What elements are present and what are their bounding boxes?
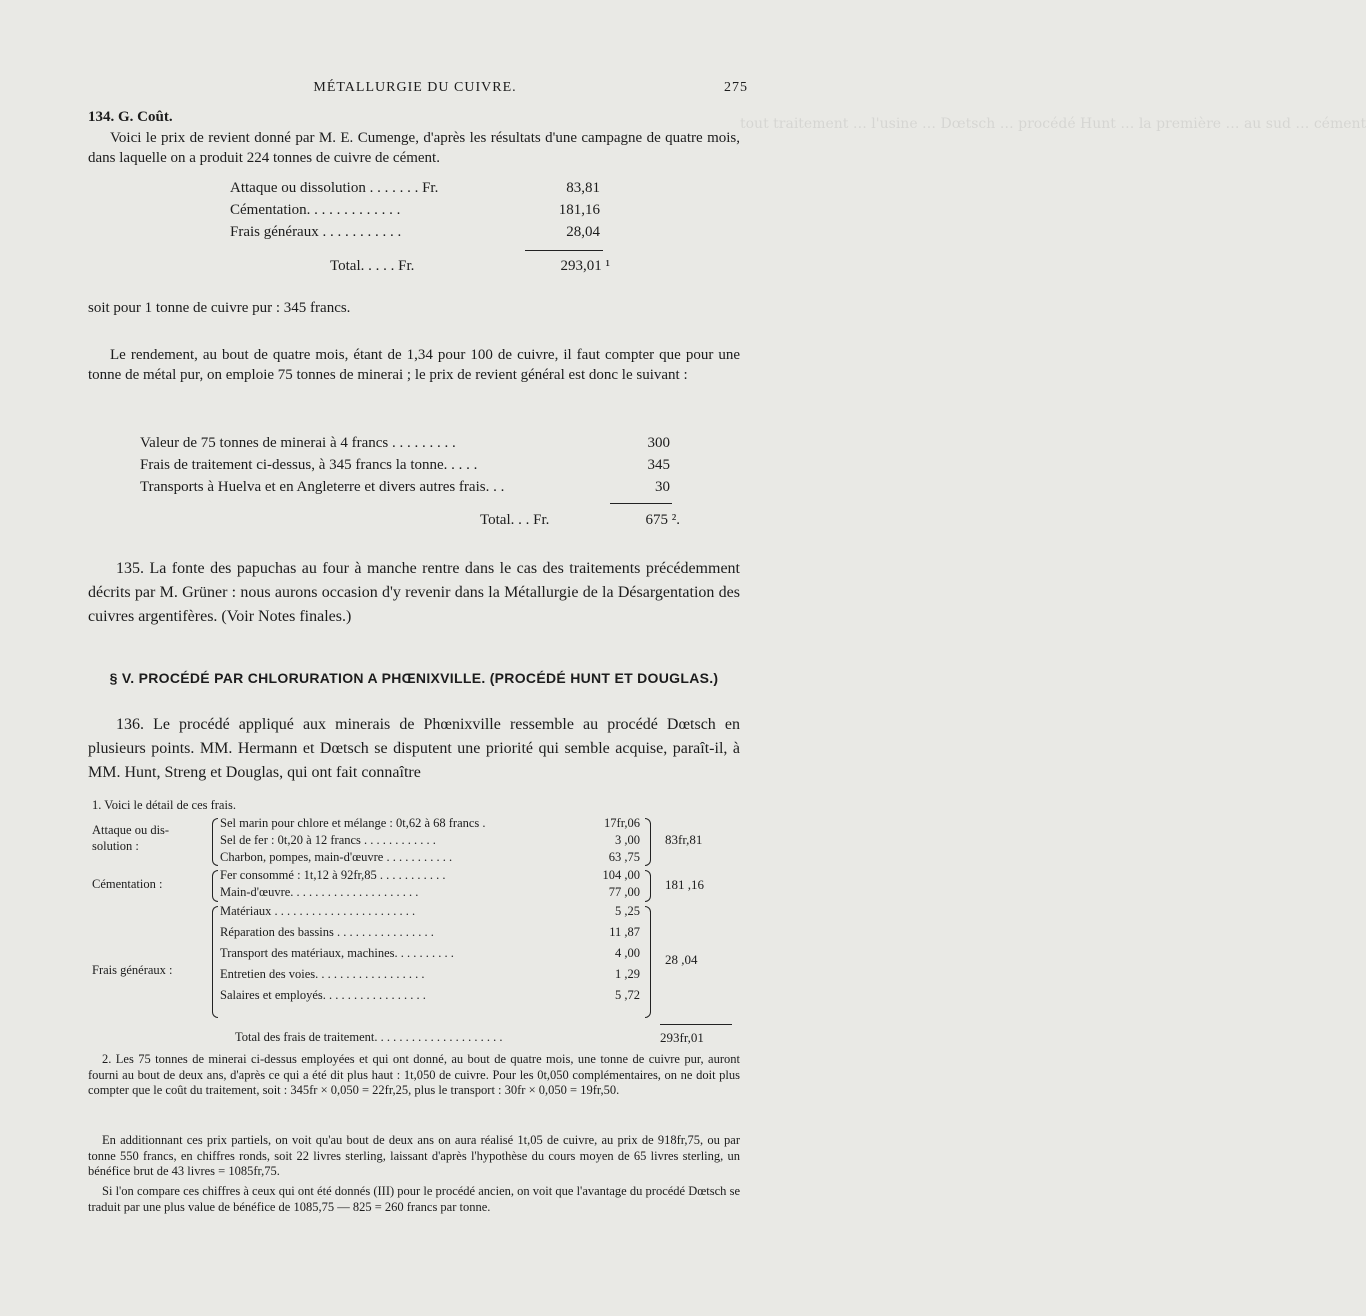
cost-label: Frais de traitement ci-dessus, à 345 francs la tonne. . . . . [140, 457, 478, 473]
group-total: 181 ,16 [665, 877, 704, 892]
detail-amount: 1 ,29 [615, 967, 640, 981]
section-134-heading: 134. G. Coût. [88, 109, 173, 125]
footnote-1-intro: 1. Voici le détail de ces frais. [92, 798, 236, 812]
total-label: Total. . . . . Fr. [330, 258, 415, 274]
detail-row: Salaires et employés. . . . . . . . . . . . . . . . . [220, 988, 426, 1002]
group-label: Cémentation : [92, 877, 163, 891]
detail-row: Main-d'œuvre. . . . . . . . . . . . . . . . . . . . . [220, 885, 419, 899]
total-label: Total. . . Fr. [480, 512, 550, 528]
cost-row [230, 224, 600, 246]
detail-row: Transport des matériaux, machines. . . . . . . . . . [220, 946, 454, 960]
section-134-intro: Voici le prix de revient donné par M. E. Cumenge, d'après les résultats d'une campagne de quatre mois, dans laquelle on a produit 224 tonnes de cuivre de cément. [88, 130, 740, 166]
cost-row [230, 180, 600, 202]
sum-rule [610, 503, 672, 504]
brace [645, 818, 651, 866]
detail-amount: 17fr,06 [604, 816, 640, 830]
cost-row [230, 202, 600, 224]
brace [212, 906, 218, 1018]
footnote-total-label: Total des frais de traitement. . . . . . . . . . . . . . . . . . . . . [235, 1030, 503, 1044]
footnote-2-paragraph-3: Si l'on compare ces chiffres à ceux qui ont été donnés (III) pour le procédé ancien, on voit que l'avantage du procédé Dœtsch se traduit par une plus value de bénéfice de 1085,75 — 825 = 260 francs par tonne. [88, 1184, 740, 1214]
brace [645, 870, 651, 902]
yield-paragraph: Le rendement, au bout de quatre mois, étant de 1,34 pour 100 de cuivre, il faut compter que pour une tonne de métal pur, on emploie 75 tonnes de minerai ; le prix de revient général est donc le suivant : [88, 347, 740, 383]
cost-total-2 [480, 512, 680, 534]
cost-value: 300 [647, 435, 670, 451]
cost-row [140, 457, 670, 479]
brace [212, 818, 218, 866]
detail-amount: 4 ,00 [615, 946, 640, 960]
group-total: 83fr,81 [665, 832, 703, 847]
cost-value: 83,81 [566, 180, 600, 196]
total-value: 675 ². [645, 512, 680, 528]
detail-row: Entretien des voies. . . . . . . . . . . . . . . . . . [220, 967, 425, 981]
page-number: 275 [724, 80, 748, 95]
brace [212, 870, 218, 902]
total-value: 293,01 ¹ [560, 258, 610, 274]
running-header [0, 80, 800, 102]
cost-label: Attaque ou dissolution . . . . . . . Fr. [230, 180, 439, 196]
group-label: Frais généraux : [92, 963, 173, 977]
cost-table-1 [230, 180, 600, 246]
cost-row [140, 435, 670, 457]
sum-rule [660, 1024, 732, 1025]
brace [645, 906, 651, 1018]
detail-row: Sel marin pour chlore et mélange : 0t,62 à 68 francs . [220, 816, 486, 830]
cost-value: 345 [647, 457, 670, 473]
detail-row: Charbon, pompes, main-d'œuvre . . . . . . . . . . . [220, 850, 453, 864]
cost-row [140, 479, 670, 501]
detail-row: Fer consommé : 1t,12 à 92fr,85 . . . . . . . . . . . [220, 868, 446, 882]
detail-amount: 77 ,00 [608, 885, 640, 899]
detail-amount: 5 ,72 [615, 988, 640, 1002]
bleed-through-text: tout traitement … l'usine … Dœtsch … procédé Hunt … la première … au sud … cément [740, 116, 1366, 132]
cost-value: 181,16 [558, 202, 600, 218]
cost-value: 30 [655, 479, 670, 495]
footnote-total-value: 293fr,01 [660, 1030, 704, 1045]
cost-label: Transports à Huelva et en Angleterre et divers autres frais. . . [140, 479, 505, 495]
per-ton-text: soit pour 1 tonne de cuivre pur : 345 francs. [88, 300, 351, 316]
group-label: Attaque ou dis-solution : [92, 823, 170, 853]
footnote-2-paragraph-2: En additionnant ces prix partiels, on voit qu'au bout de deux ans on aura réalisé 1t,05 de cuivre, au prix de 918fr,75, ou par tonne 550 francs, en chiffres ronds, soit 22 livres sterling, laissant d'après l'hypothèse du cours moyen de 65 livres sterling, un bénéfice brut de 43 livres = 1085fr,75. [88, 1133, 740, 1178]
section-135-paragraph: 135. La fonte des papuchas au four à manche rentre dans le cas des traitements précédemment décrits par M. Grüner : nous aurons occasion d'y revenir dans la Métallurgie de la Désargentation des cuivres argentifères. (Voir Notes finales.) [88, 560, 740, 625]
footnote-2-paragraph-1: 2. Les 75 tonnes de minerai ci-dessus employées et qui ont donné, au bout de quatre mois, une tonne de cuivre pur, auront fourni au bout de deux ans, d'après ce qui a été dit plus haut : 1t,050 de cuivre. Pour les 0t,050 complémentaires, on ne doit plus compter que le coût du traitement, soit : 345fr × 0,050 = 22fr,25, plus le transport : 30fr × 0,050 = 19fr,50. [88, 1052, 740, 1097]
sum-rule [525, 250, 603, 251]
section-136-paragraph: 136. Le procédé appliqué aux minerais de Phœnixville ressemble au procédé Dœtsch en plusieurs points. MM. Hermann et Dœtsch se disputent une priorité qui semble acquise, paraît-il, à MM. Hunt, Streng et Douglas, qui ont fait connaître [88, 716, 740, 781]
cost-total-1 [330, 258, 610, 280]
cost-value: 28,04 [566, 224, 600, 240]
detail-amount: 5 ,25 [615, 904, 640, 918]
header-title: MÉTALLURGIE DU CUIVRE. [313, 80, 517, 95]
detail-amount: 63 ,75 [608, 850, 640, 864]
cost-label: Valeur de 75 tonnes de minerai à 4 francs . . . . . . . . . [140, 435, 456, 451]
cost-label: Cémentation. . . . . . . . . . . . . [230, 202, 401, 218]
detail-amount: 11 ,87 [609, 925, 640, 939]
detail-row: Réparation des bassins . . . . . . . . . . . . . . . . [220, 925, 434, 939]
cost-table-2 [140, 435, 670, 501]
detail-amount: 3 ,00 [615, 833, 640, 847]
detail-amount: 104 ,00 [602, 868, 640, 882]
detail-row: Sel de fer : 0t,20 à 12 francs . . . . . . . . . . . . [220, 833, 436, 847]
cost-total-row [330, 258, 610, 280]
cost-label: Frais généraux . . . . . . . . . . . [230, 224, 402, 240]
detail-row: Matériaux . . . . . . . . . . . . . . . . . . . . . . . [220, 904, 416, 918]
group-total: 28 ,04 [665, 952, 698, 967]
section-v-title: § V. PROCÉDÉ PAR CHLORURATION A PHŒNIXVILLE. (PROCÉDÉ HUNT ET DOUGLAS.) [109, 670, 719, 686]
cost-total-row [480, 512, 680, 534]
